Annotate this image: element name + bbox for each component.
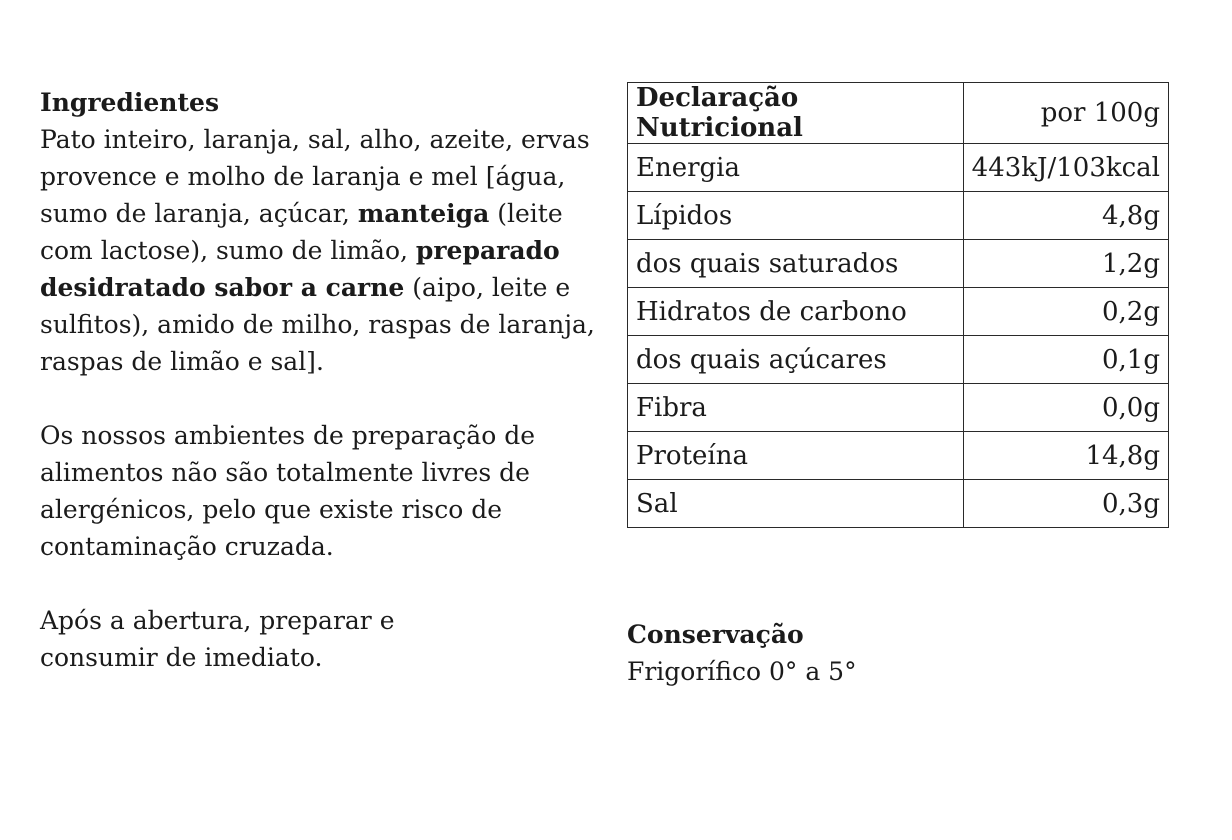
nutrient-name: Hidratos de carbono — [628, 288, 964, 336]
ingredients-segment: (leite com lactose), sumo de limão, — [40, 199, 563, 265]
nutrition-header-row — [628, 83, 1169, 144]
ingredients-segment-bold: preparado desidratado sabor a carne — [40, 236, 560, 302]
nutrient-name: dos quais saturados — [628, 240, 964, 288]
left-column — [40, 84, 620, 676]
nutrient-value: 0,0g — [963, 384, 1168, 432]
nutrition-row — [628, 384, 1169, 432]
after-opening-notice: Após a abertura, preparar e consumir de imediato. — [40, 606, 395, 672]
nutrient-name: Energia — [628, 144, 964, 192]
conservation-section — [627, 616, 857, 690]
ingredients-heading: Ingredientes — [40, 88, 220, 117]
spacer — [40, 380, 620, 417]
conservation-heading: Conservação — [627, 620, 804, 649]
nutrient-name: Proteína — [628, 432, 964, 480]
nutrition-row — [628, 288, 1169, 336]
nutrient-value: 4,8g — [963, 192, 1168, 240]
nutrient-value: 14,8g — [963, 432, 1168, 480]
nutrition-header-value: por 100g — [963, 83, 1168, 144]
nutrient-name: dos quais açúcares — [628, 336, 964, 384]
allergen-notice: Os nossos ambientes de preparação de alimentos não são totalmente livres de alergénicos, pelo que existe risco de contaminação cruzada. — [40, 421, 535, 561]
nutrition-row — [628, 336, 1169, 384]
nutrient-name: Sal — [628, 480, 964, 528]
ingredients-segment-bold: manteiga — [357, 199, 490, 228]
nutrient-value: 0,3g — [963, 480, 1168, 528]
nutrient-name: Fibra — [628, 384, 964, 432]
nutrition-table — [627, 82, 1169, 528]
spacer — [40, 565, 620, 602]
nutrient-value: 0,1g — [963, 336, 1168, 384]
ingredients-section — [40, 84, 620, 380]
nutrition-row — [628, 432, 1169, 480]
nutrition-row — [628, 240, 1169, 288]
ingredients-segment: (aipo, leite e sulfitos), amido de milho, raspas de laranja, raspas de limão e sal]. — [40, 273, 595, 376]
nutrient-name: Lípidos — [628, 192, 964, 240]
ingredients-segment: Pato inteiro, laranja, sal, alho, azeite, ervas provence e molho de laranja e mel [água, sumo de laranja, açúcar, — [40, 125, 590, 228]
nutrient-value: 0,2g — [963, 288, 1168, 336]
nutrition-row — [628, 192, 1169, 240]
ingredients-text — [40, 121, 620, 380]
nutrition-row — [628, 144, 1169, 192]
conservation-text: Frigorífico 0° a 5° — [627, 657, 857, 686]
nutrient-value: 443kJ/103kcal — [963, 144, 1168, 192]
nutrition-header-name: Declaração Nutricional — [628, 83, 964, 144]
nutrient-value: 1,2g — [963, 240, 1168, 288]
nutrition-row — [628, 480, 1169, 528]
